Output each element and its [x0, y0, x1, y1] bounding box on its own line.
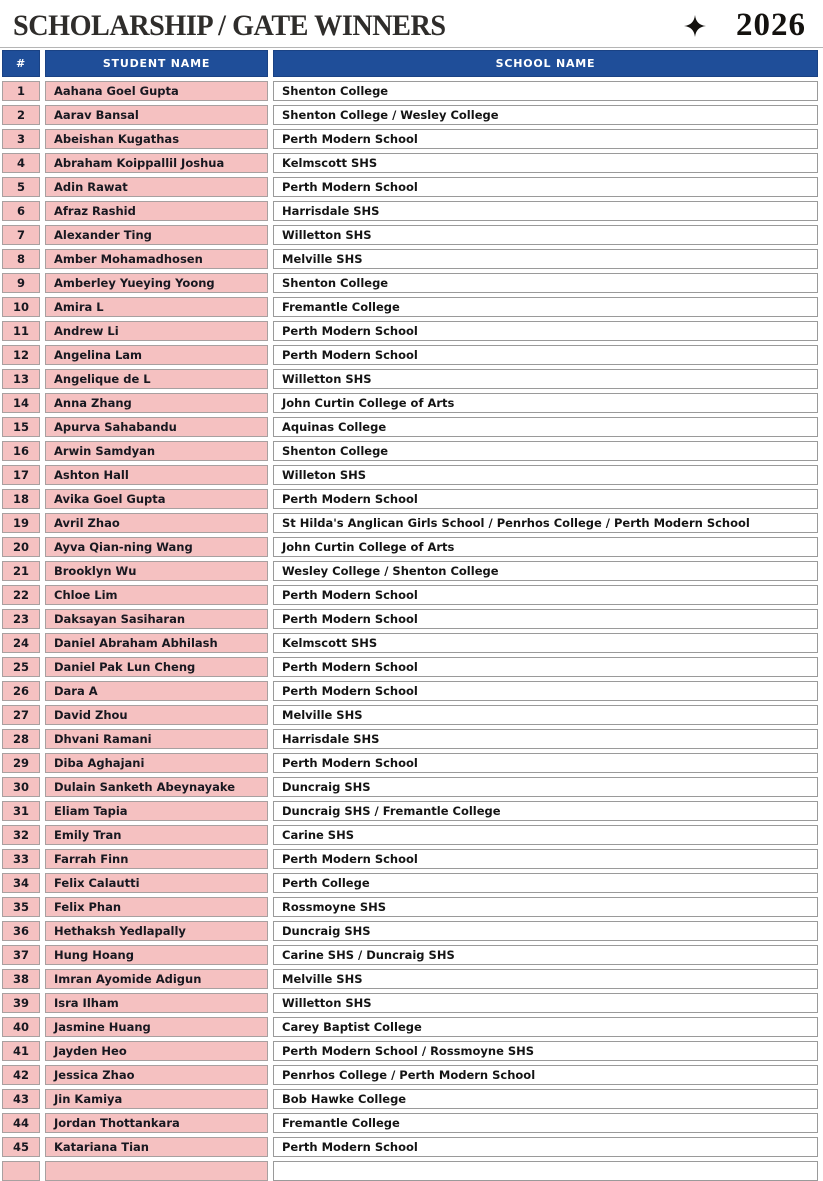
- student-name-cell: Angelina Lam: [45, 345, 268, 365]
- student-name-cell: Imran Ayomide Adigun: [45, 969, 268, 989]
- student-name-cell: Amira L: [45, 297, 268, 317]
- row-number-cell: 38: [2, 969, 40, 989]
- student-name-cell: Dara A: [45, 681, 268, 701]
- row-number-cell: 34: [2, 873, 40, 893]
- row-number-cell: 43: [2, 1089, 40, 1109]
- student-name-cell: Katariana Tian: [45, 1137, 268, 1157]
- row-number-cell: 15: [2, 417, 40, 437]
- school-name-cell: Melville SHS: [273, 705, 818, 725]
- school-name-cell: Aquinas College: [273, 417, 818, 437]
- student-name-cell: Angelique de L: [45, 369, 268, 389]
- row-number-cell: 25: [2, 657, 40, 677]
- row-number-cell: 13: [2, 369, 40, 389]
- row-number-cell: 22: [2, 585, 40, 605]
- row-number-cell-partial: [2, 1161, 40, 1181]
- school-name-cell: Carey Baptist College: [273, 1017, 818, 1037]
- school-name-cell: Perth Modern School: [273, 609, 818, 629]
- school-name-cell: St Hilda's Anglican Girls School / Penrhos College / Perth Modern School: [273, 513, 818, 533]
- school-name-cell: Willeton SHS: [273, 465, 818, 485]
- row-number-cell: 28: [2, 729, 40, 749]
- student-name-cell: Dulain Sanketh Abeynayake: [45, 777, 268, 797]
- row-number-cell: 4: [2, 153, 40, 173]
- row-number-cell: 42: [2, 1065, 40, 1085]
- column-header-student-name: STUDENT NAME: [45, 50, 268, 77]
- student-name-cell: Jayden Heo: [45, 1041, 268, 1061]
- student-name-cell: Amber Mohamadhosen: [45, 249, 268, 269]
- student-name-cell: Daksayan Sasiharan: [45, 609, 268, 629]
- column-header-number: #: [2, 50, 40, 77]
- student-name-cell: David Zhou: [45, 705, 268, 725]
- student-name-cell: Isra Ilham: [45, 993, 268, 1013]
- school-name-cell: Perth Modern School: [273, 681, 818, 701]
- student-name-cell: Avril Zhao: [45, 513, 268, 533]
- student-name-cell: Ayva Qian-ning Wang: [45, 537, 268, 557]
- student-name-cell: Avika Goel Gupta: [45, 489, 268, 509]
- column-header-school-name: SCHOOL NAME: [273, 50, 818, 77]
- row-number-cell: 27: [2, 705, 40, 725]
- school-name-cell: Harrisdale SHS: [273, 201, 818, 221]
- school-name-cell: Perth College: [273, 873, 818, 893]
- row-number-cell: 18: [2, 489, 40, 509]
- year-label: 2026: [736, 7, 806, 43]
- school-name-cell: Melville SHS: [273, 249, 818, 269]
- school-name-cell: Fremantle College: [273, 1113, 818, 1133]
- school-name-cell: Fremantle College: [273, 297, 818, 317]
- row-number-cell: 16: [2, 441, 40, 461]
- row-number-cell: 30: [2, 777, 40, 797]
- student-name-cell: Apurva Sahabandu: [45, 417, 268, 437]
- row-number-cell: 33: [2, 849, 40, 869]
- school-name-cell: Rossmoyne SHS: [273, 897, 818, 917]
- row-number-cell: 11: [2, 321, 40, 341]
- school-name-cell: Bob Hawke College: [273, 1089, 818, 1109]
- winners-table: [0, 50, 823, 1181]
- student-name-cell: Jin Kamiya: [45, 1089, 268, 1109]
- school-name-cell: Harrisdale SHS: [273, 729, 818, 749]
- student-name-cell: Aahana Goel Gupta: [45, 81, 268, 101]
- row-number-cell: 5: [2, 177, 40, 197]
- student-name-cell: Afraz Rashid: [45, 201, 268, 221]
- row-number-cell: 26: [2, 681, 40, 701]
- row-number-cell: 41: [2, 1041, 40, 1061]
- student-name-cell: Chloe Lim: [45, 585, 268, 605]
- student-name-cell: Anna Zhang: [45, 393, 268, 413]
- row-number-cell: 3: [2, 129, 40, 149]
- school-name-cell: Shenton College: [273, 81, 818, 101]
- student-name-cell: Eliam Tapia: [45, 801, 268, 821]
- row-number-cell: 8: [2, 249, 40, 269]
- student-name-cell: Amberley Yueying Yoong: [45, 273, 268, 293]
- student-name-cell: Adin Rawat: [45, 177, 268, 197]
- student-name-cell: Hethaksh Yedlapally: [45, 921, 268, 941]
- row-number-cell: 19: [2, 513, 40, 533]
- row-number-cell: 32: [2, 825, 40, 845]
- student-name-cell: Ashton Hall: [45, 465, 268, 485]
- school-name-cell: Shenton College / Wesley College: [273, 105, 818, 125]
- school-name-cell: Shenton College: [273, 441, 818, 461]
- student-name-cell: Andrew Li: [45, 321, 268, 341]
- school-name-cell: Willetton SHS: [273, 369, 818, 389]
- row-number-cell: 29: [2, 753, 40, 773]
- student-name-cell-partial: [45, 1161, 268, 1181]
- school-name-cell: Perth Modern School: [273, 753, 818, 773]
- student-name-cell: Hung Hoang: [45, 945, 268, 965]
- row-number-cell: 45: [2, 1137, 40, 1157]
- student-name-cell: Abeishan Kugathas: [45, 129, 268, 149]
- row-number-cell: 37: [2, 945, 40, 965]
- row-number-cell: 14: [2, 393, 40, 413]
- student-name-cell: Daniel Pak Lun Cheng: [45, 657, 268, 677]
- school-name-cell: Duncraig SHS / Fremantle College: [273, 801, 818, 821]
- student-name-cell: Emily Tran: [45, 825, 268, 845]
- row-number-cell: 36: [2, 921, 40, 941]
- school-name-cell: Carine SHS / Duncraig SHS: [273, 945, 818, 965]
- row-number-cell: 31: [2, 801, 40, 821]
- school-name-cell: Perth Modern School: [273, 849, 818, 869]
- school-name-cell: Perth Modern School: [273, 321, 818, 341]
- row-number-cell: 21: [2, 561, 40, 581]
- student-name-cell: Jordan Thottankara: [45, 1113, 268, 1133]
- row-number-cell: 7: [2, 225, 40, 245]
- row-number-cell: 35: [2, 897, 40, 917]
- school-name-cell-partial: [273, 1161, 818, 1181]
- student-name-cell: Felix Calautti: [45, 873, 268, 893]
- student-name-cell: Farrah Finn: [45, 849, 268, 869]
- page-header: [0, 0, 823, 48]
- student-name-cell: Jessica Zhao: [45, 1065, 268, 1085]
- school-name-cell: Duncraig SHS: [273, 921, 818, 941]
- student-name-cell: Jasmine Huang: [45, 1017, 268, 1037]
- row-number-cell: 1: [2, 81, 40, 101]
- school-name-cell: Perth Modern School: [273, 345, 818, 365]
- student-name-cell: Daniel Abraham Abhilash: [45, 633, 268, 653]
- school-name-cell: Kelmscott SHS: [273, 153, 818, 173]
- row-number-cell: 2: [2, 105, 40, 125]
- school-name-cell: Perth Modern School: [273, 177, 818, 197]
- school-name-cell: Willetton SHS: [273, 225, 818, 245]
- school-name-cell: Penrhos College / Perth Modern School: [273, 1065, 818, 1085]
- row-number-cell: 17: [2, 465, 40, 485]
- row-number-cell: 24: [2, 633, 40, 653]
- student-name-cell: Felix Phan: [45, 897, 268, 917]
- school-name-cell: Perth Modern School: [273, 1137, 818, 1157]
- row-number-cell: 9: [2, 273, 40, 293]
- school-name-cell: Perth Modern School: [273, 489, 818, 509]
- school-name-cell: Melville SHS: [273, 969, 818, 989]
- school-name-cell: John Curtin College of Arts: [273, 393, 818, 413]
- school-name-cell: Perth Modern School: [273, 657, 818, 677]
- school-name-cell: Perth Modern School: [273, 129, 818, 149]
- row-number-cell: 39: [2, 993, 40, 1013]
- school-name-cell: Perth Modern School: [273, 585, 818, 605]
- school-name-cell: Duncraig SHS: [273, 777, 818, 797]
- row-number-cell: 44: [2, 1113, 40, 1133]
- student-name-cell: Abraham Koippallil Joshua: [45, 153, 268, 173]
- student-name-cell: Alexander Ting: [45, 225, 268, 245]
- student-name-cell: Dhvani Ramani: [45, 729, 268, 749]
- four-pointed-star-icon: [684, 15, 706, 37]
- school-name-cell: John Curtin College of Arts: [273, 537, 818, 557]
- row-number-cell: 23: [2, 609, 40, 629]
- school-name-cell: Shenton College: [273, 273, 818, 293]
- row-number-cell: 12: [2, 345, 40, 365]
- row-number-cell: 10: [2, 297, 40, 317]
- student-name-cell: Aarav Bansal: [45, 105, 268, 125]
- page-title: SCHOLARSHIP / GATE WINNERS: [13, 8, 446, 42]
- row-number-cell: 6: [2, 201, 40, 221]
- row-number-cell: 40: [2, 1017, 40, 1037]
- school-name-cell: Perth Modern School / Rossmoyne SHS: [273, 1041, 818, 1061]
- school-name-cell: Willetton SHS: [273, 993, 818, 1013]
- student-name-cell: Arwin Samdyan: [45, 441, 268, 461]
- school-name-cell: Wesley College / Shenton College: [273, 561, 818, 581]
- student-name-cell: Brooklyn Wu: [45, 561, 268, 581]
- school-name-cell: Carine SHS: [273, 825, 818, 845]
- student-name-cell: Diba Aghajani: [45, 753, 268, 773]
- school-name-cell: Kelmscott SHS: [273, 633, 818, 653]
- row-number-cell: 20: [2, 537, 40, 557]
